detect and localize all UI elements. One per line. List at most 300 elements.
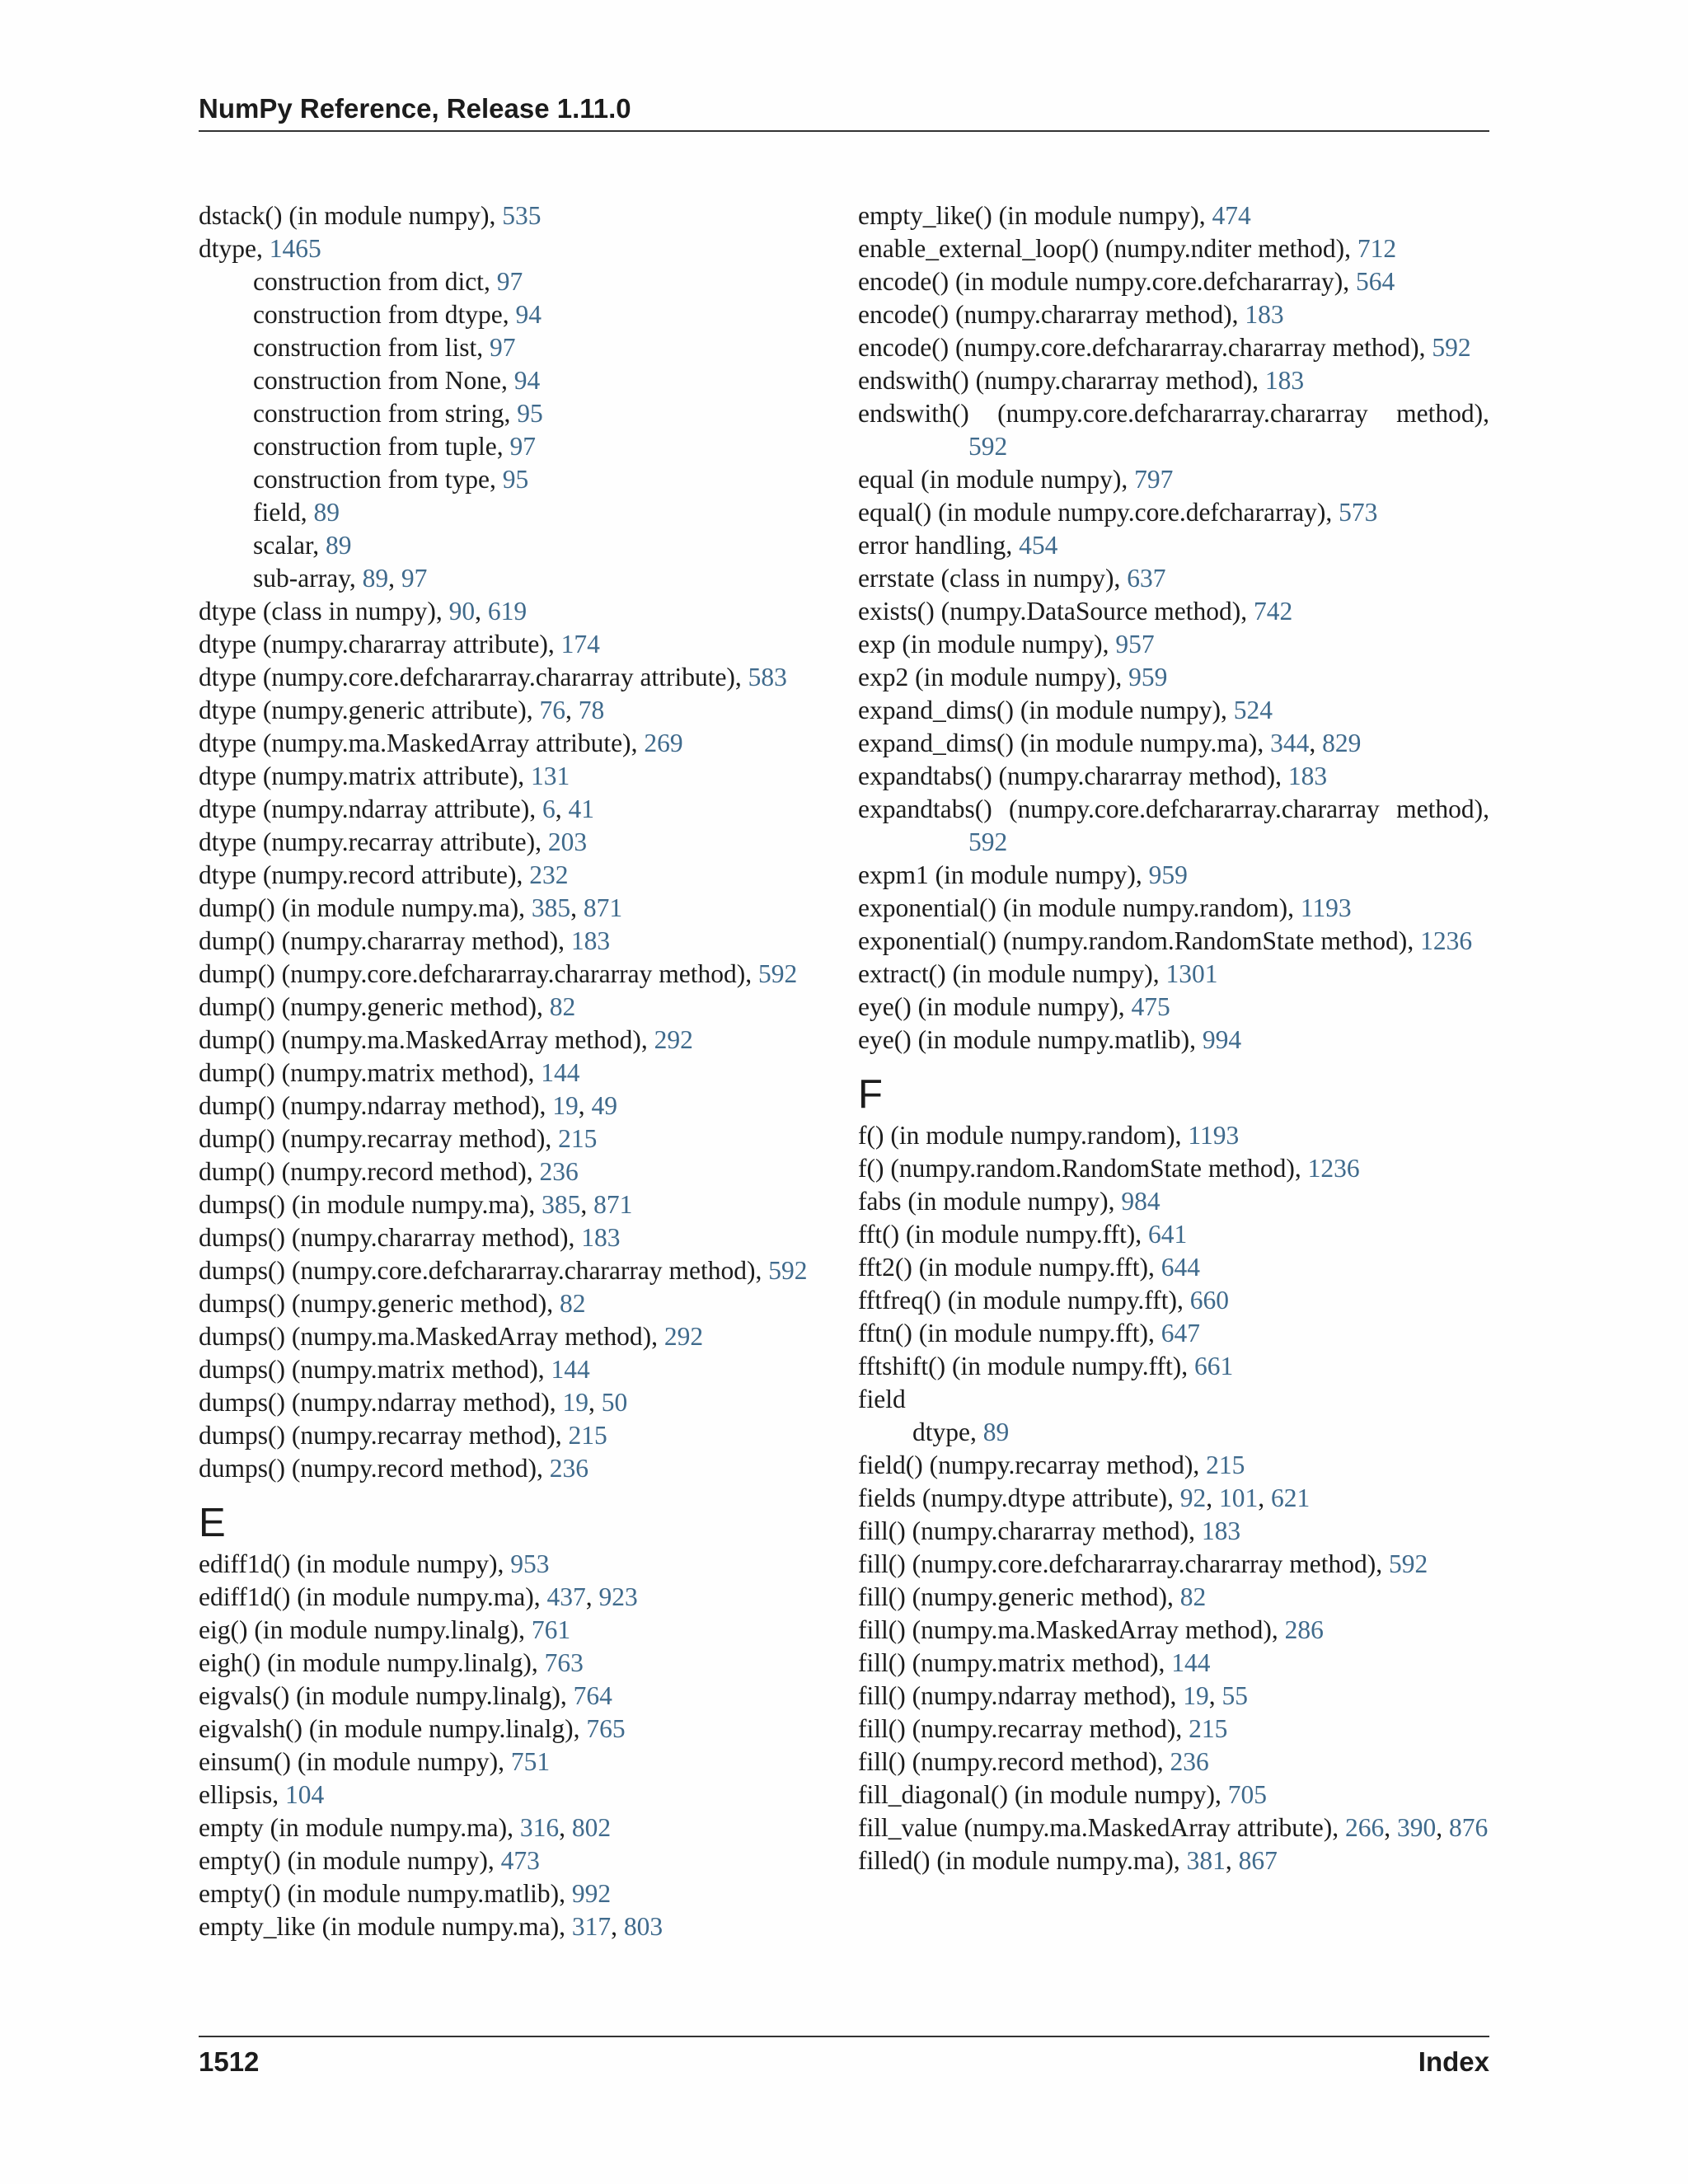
page-link[interactable]: 644 bbox=[1160, 1253, 1200, 1282]
index-entry-dtype-numpy-chararray-attribute: dtype (numpy.chararray attribute), 174 bbox=[199, 630, 600, 658]
page-link[interactable]: 55 bbox=[1221, 1681, 1248, 1710]
page-link[interactable]: 215 bbox=[1189, 1714, 1228, 1743]
page-link[interactable]: 144 bbox=[1171, 1648, 1211, 1677]
page-link[interactable]: 95 bbox=[517, 399, 543, 428]
index-term: eye() (in module numpy) bbox=[858, 992, 1118, 1021]
index-entry-ediff1d-in-module-numpy: ediff1d() (in module numpy), 953 bbox=[199, 1549, 550, 1578]
page-link[interactable]: 97 bbox=[509, 432, 536, 461]
index-term: dumps() (numpy.matrix method) bbox=[199, 1355, 538, 1384]
page-link[interactable]: 316 bbox=[519, 1813, 560, 1842]
index-term: dtype (numpy.chararray attribute) bbox=[199, 630, 548, 658]
index-entry-exists-numpy-datasource-method: exists() (numpy.DataSource method), 742 bbox=[858, 597, 1293, 626]
page-link[interactable]: 89 bbox=[362, 564, 389, 593]
index-term: exponential() (numpy.random.RandomState method) bbox=[858, 926, 1408, 955]
page-link[interactable]: 131 bbox=[530, 762, 570, 790]
index-term: ediff1d() (in module numpy.ma) bbox=[199, 1582, 534, 1611]
index-subentry-construction-from-string: construction from string, 95 bbox=[253, 399, 543, 428]
page-link[interactable]: 621 bbox=[1271, 1483, 1311, 1512]
index-entry-empty-in-module-numpy-ma: empty (in module numpy.ma), 316, 802 bbox=[199, 1813, 612, 1842]
index-entry-fill-numpy-ma-maskedarray-method: fill() (numpy.ma.MaskedArray method), 286 bbox=[858, 1615, 1324, 1644]
index-entry-dumps-numpy-ma-maskedarray-method: dumps() (numpy.ma.MaskedArray method), 292 bbox=[199, 1322, 704, 1351]
index-term: dumps() (numpy.generic method) bbox=[199, 1289, 547, 1318]
page-link[interactable]: 867 bbox=[1238, 1846, 1278, 1875]
index-term: expand_dims() (in module numpy) bbox=[858, 696, 1221, 724]
page-link[interactable]: 19 bbox=[552, 1091, 579, 1120]
index-entry-f-in-module-numpy-random: f() (in module numpy.random), 1193 bbox=[858, 1121, 1240, 1150]
index-term: construction from type bbox=[253, 465, 490, 494]
index-term: fill() (numpy.core.defchararray.chararray method) bbox=[858, 1549, 1376, 1578]
index-term: exp2 (in module numpy) bbox=[858, 663, 1116, 691]
page-link[interactable]: 959 bbox=[1148, 860, 1188, 889]
index-term: eig() (in module numpy.linalg) bbox=[199, 1615, 519, 1644]
index-term: fft() (in module numpy.fft) bbox=[858, 1220, 1136, 1249]
page-link[interactable]: 661 bbox=[1193, 1352, 1234, 1380]
index-term: fill() (numpy.chararray method) bbox=[858, 1516, 1189, 1545]
page-link[interactable]: 41 bbox=[568, 794, 594, 823]
page-link[interactable]: 957 bbox=[1115, 630, 1155, 658]
index-term: fill() (numpy.ndarray method) bbox=[858, 1681, 1170, 1710]
index-entry-fill-numpy-ndarray-method: fill() (numpy.ndarray method), 19, 55 bbox=[858, 1681, 1248, 1710]
index-entry-dump-numpy-matrix-method: dump() (numpy.matrix method), 144 bbox=[199, 1058, 580, 1087]
index-term: fill() (numpy.ma.MaskedArray method) bbox=[858, 1615, 1272, 1644]
index-term: dtype (numpy.ma.MaskedArray attribute) bbox=[199, 729, 631, 757]
index-term: dump() (numpy.ma.MaskedArray method) bbox=[199, 1025, 641, 1054]
index-term: f() (numpy.random.RandomState method) bbox=[858, 1154, 1295, 1183]
page-link[interactable]: 49 bbox=[591, 1091, 617, 1120]
page-link[interactable]: 381 bbox=[1186, 1846, 1226, 1875]
page-link[interactable]: 829 bbox=[1322, 729, 1362, 757]
page-link[interactable]: 94 bbox=[513, 366, 541, 395]
page-link[interactable]: 89 bbox=[982, 1418, 1010, 1446]
index-entry-f-numpy-random-randomstate-method: f() (numpy.random.RandomState method), 1236 bbox=[858, 1154, 1360, 1183]
page-link[interactable]: 385 bbox=[542, 1190, 581, 1219]
index-entry-fill-numpy-core-defchararray-chararray-method: fill() (numpy.core.defchararray.chararray method), 592 bbox=[858, 1549, 1428, 1578]
index-term: dtype (numpy.ndarray attribute) bbox=[199, 794, 530, 823]
index-term: filled() (in module numpy.ma) bbox=[858, 1846, 1174, 1875]
index-term: construction from string bbox=[253, 399, 504, 428]
index-term: sub-array bbox=[253, 564, 349, 593]
index-entry-dtype-class-in-numpy: dtype (class in numpy), 90, 619 bbox=[199, 597, 528, 626]
index-term: dumps() (numpy.recarray method) bbox=[199, 1421, 556, 1450]
index-term: dtype bbox=[199, 234, 256, 263]
index-subentry-construction-from-none: construction from None, 94 bbox=[253, 366, 541, 395]
page-link[interactable]: 475 bbox=[1131, 992, 1170, 1021]
page-link[interactable]: 97 bbox=[401, 564, 428, 593]
index-term: endswith() (numpy.core.defchararray.chararray method) bbox=[858, 399, 1484, 428]
index-term: dump() (numpy.recarray method) bbox=[199, 1124, 546, 1153]
index-entry-field bbox=[858, 1383, 1489, 1416]
index-entry-dtype-numpy-record-attribute: dtype (numpy.record attribute), 232 bbox=[199, 860, 569, 889]
index-entry-enable-external-loop-numpy-nditer-method: enable_external_loop() (numpy.nditer method), 712 bbox=[858, 234, 1397, 263]
index-term: eigh() (in module numpy.linalg) bbox=[199, 1648, 532, 1677]
index-entry-fill-numpy-record-method: fill() (numpy.record method), 236 bbox=[858, 1747, 1209, 1776]
index-term: empty_like (in module numpy.ma) bbox=[199, 1912, 560, 1941]
page-link[interactable]: 183 bbox=[581, 1223, 621, 1252]
index-term: dumps() (numpy.record method) bbox=[199, 1454, 537, 1483]
page-link[interactable]: 535 bbox=[502, 201, 542, 230]
page-link[interactable]: 474 bbox=[1212, 201, 1251, 230]
page-link[interactable]: 454 bbox=[1019, 531, 1058, 560]
index-term: dumps() (numpy.ma.MaskedArray method) bbox=[199, 1322, 652, 1351]
page-link[interactable]: 1465 bbox=[269, 234, 321, 263]
index-term: fftshift() (in module numpy.fft) bbox=[858, 1352, 1182, 1380]
page-link[interactable]: 292 bbox=[654, 1025, 693, 1054]
index-entry-dump-numpy-chararray-method: dump() (numpy.chararray method), 183 bbox=[199, 926, 611, 955]
index-subentry-sub-array: sub-array, 89, 97 bbox=[253, 564, 428, 593]
page-link[interactable]: 751 bbox=[510, 1747, 551, 1776]
index-term: construction from tuple bbox=[253, 432, 497, 461]
index-term: field() (numpy.recarray method) bbox=[858, 1451, 1193, 1479]
index-term: dstack() (in module numpy) bbox=[199, 201, 490, 230]
index-term: dtype (numpy.matrix attribute) bbox=[199, 762, 518, 790]
index-entry-dtype-numpy-matrix-attribute: dtype (numpy.matrix attribute), 131 bbox=[199, 762, 570, 790]
index-entry-empty-in-module-numpy: empty() (in module numpy), 473 bbox=[199, 1846, 540, 1875]
index-entry-empty-like-in-module-numpy: empty_like() (in module numpy), 474 bbox=[858, 201, 1251, 230]
index-term: dtype bbox=[912, 1418, 970, 1446]
page-link[interactable]: 994 bbox=[1202, 1025, 1242, 1054]
index-entry-error-handling: error handling, 454 bbox=[858, 531, 1058, 560]
page-link[interactable]: 286 bbox=[1284, 1615, 1324, 1644]
index-term: exponential() (in module numpy.random) bbox=[858, 893, 1288, 922]
index-term: dump() (numpy.matrix method) bbox=[199, 1058, 528, 1087]
page-link[interactable]: 871 bbox=[583, 893, 623, 922]
page-link[interactable]: 803 bbox=[623, 1912, 663, 1941]
index-entry-dump-numpy-ndarray-method: dump() (numpy.ndarray method), 19, 49 bbox=[199, 1091, 617, 1120]
index-entry-fabs-in-module-numpy: fabs (in module numpy), 984 bbox=[858, 1187, 1160, 1216]
index-entry-equal-in-module-numpy-core-defchararray: equal() (in module numpy.core.defchararray), 573 bbox=[858, 498, 1378, 527]
index-entry-ellipsis: ellipsis, 104 bbox=[199, 1780, 325, 1809]
index-term: eigvals() (in module numpy.linalg) bbox=[199, 1681, 560, 1710]
index-term: field bbox=[253, 498, 301, 527]
page-link[interactable]: 76 bbox=[539, 696, 565, 724]
index-entry-encode-numpy-chararray-method: encode() (numpy.chararray method), 183 bbox=[858, 300, 1284, 329]
page-link[interactable]: 385 bbox=[531, 893, 571, 922]
index-entry-exp2-in-module-numpy: exp2 (in module numpy), 959 bbox=[858, 663, 1168, 691]
page-link[interactable]: 742 bbox=[1253, 597, 1293, 626]
page-link[interactable]: 215 bbox=[568, 1421, 607, 1450]
page-link[interactable]: 269 bbox=[644, 729, 683, 757]
page-link[interactable]: 183 bbox=[1287, 762, 1328, 790]
page-link[interactable]: 712 bbox=[1357, 234, 1397, 263]
index-term: dtype (numpy.core.defchararray.chararray attribute) bbox=[199, 663, 735, 691]
page-link[interactable]: 144 bbox=[551, 1355, 590, 1384]
index-entry-dump-numpy-recarray-method: dump() (numpy.recarray method), 215 bbox=[199, 1124, 598, 1153]
page-link[interactable]: 215 bbox=[1206, 1451, 1245, 1479]
page-link[interactable]: 619 bbox=[487, 597, 528, 626]
index-subentry-construction-from-dict: construction from dict, 97 bbox=[253, 267, 523, 296]
page-link[interactable]: 764 bbox=[573, 1681, 612, 1710]
index-term: equal() (in module numpy.core.defchararray) bbox=[858, 498, 1326, 527]
page-link[interactable]: 959 bbox=[1128, 663, 1168, 691]
index-entry-encode-in-module-numpy-core-defchararray: encode() (in module numpy.core.defchararray), 564 bbox=[858, 267, 1395, 296]
page-link[interactable]: 95 bbox=[502, 465, 529, 494]
page-link[interactable]: 82 bbox=[559, 1289, 586, 1318]
index-entry-fill-numpy-matrix-method: fill() (numpy.matrix method), 144 bbox=[858, 1648, 1211, 1677]
page-link[interactable]: 761 bbox=[531, 1615, 571, 1644]
index-term: empty() (in module numpy) bbox=[199, 1846, 488, 1875]
index-entry-dumps-numpy-record-method: dumps() (numpy.record method), 236 bbox=[199, 1454, 588, 1483]
page-link[interactable]: 174 bbox=[560, 630, 600, 658]
index-term: fields (numpy.dtype attribute) bbox=[858, 1483, 1167, 1512]
page-link[interactable]: 183 bbox=[1201, 1516, 1241, 1545]
index-term: equal (in module numpy) bbox=[858, 465, 1122, 494]
page-link[interactable]: 524 bbox=[1233, 696, 1273, 724]
index-term: field bbox=[858, 1385, 906, 1413]
index-term: exp (in module numpy) bbox=[858, 630, 1103, 658]
page-link[interactable]: 984 bbox=[1121, 1187, 1160, 1216]
index-term: dump() (in module numpy.ma) bbox=[199, 893, 519, 922]
index-term: dtype (numpy.record attribute) bbox=[199, 860, 517, 889]
page-link[interactable]: 1236 bbox=[1420, 926, 1473, 955]
index-entry-dump-numpy-ma-maskedarray-method: dump() (numpy.ma.MaskedArray method), 292 bbox=[199, 1025, 693, 1054]
index-entry-dumps-numpy-core-defchararray-chararray-method: dumps() (numpy.core.defchararray.chararray method), 592 bbox=[199, 1256, 808, 1285]
page-link[interactable]: 1193 bbox=[1188, 1121, 1240, 1150]
index-term: ellipsis bbox=[199, 1780, 273, 1809]
page-link[interactable]: 876 bbox=[1449, 1813, 1489, 1842]
page-link[interactable]: 992 bbox=[571, 1879, 612, 1908]
index-entry-empty-like-in-module-numpy-ma: empty_like (in module numpy.ma), 317, 803 bbox=[199, 1912, 663, 1941]
index-entry-endswith-numpy-chararray-method: endswith() (numpy.chararray method), 183 bbox=[858, 366, 1305, 395]
index-subentry-scalar: scalar, 89 bbox=[253, 531, 352, 560]
page-link[interactable]: 437 bbox=[546, 1582, 586, 1611]
page-link[interactable]: 236 bbox=[539, 1157, 579, 1186]
page-link[interactable]: 797 bbox=[1134, 465, 1174, 494]
page-link[interactable]: 89 bbox=[313, 498, 340, 527]
page-link[interactable]: 215 bbox=[558, 1124, 598, 1153]
index-column-left bbox=[199, 199, 830, 1943]
index-entry-fields-numpy-dtype-attribute: fields (numpy.dtype attribute), 92, 101, 621 bbox=[858, 1483, 1311, 1512]
index-term: encode() (in module numpy.core.defchararray) bbox=[858, 267, 1343, 296]
index-entry-expand-dims-in-module-numpy-ma: expand_dims() (in module numpy.ma), 344, 829 bbox=[858, 729, 1362, 757]
index-term: construction from dict bbox=[253, 267, 484, 296]
index-entry-exponential-numpy-random-randomstate-method: exponential() (numpy.random.RandomState method), 1236 bbox=[858, 926, 1473, 955]
index-term: dump() (numpy.record method) bbox=[199, 1157, 527, 1186]
index-term: expandtabs() (numpy.chararray method) bbox=[858, 762, 1276, 790]
index-subentry-construction-from-type: construction from type, 95 bbox=[253, 465, 529, 494]
page-link[interactable]: 802 bbox=[571, 1813, 612, 1842]
index-term: fill_value (numpy.ma.MaskedArray attribute) bbox=[858, 1813, 1333, 1842]
index-entry-dtype-numpy-recarray-attribute: dtype (numpy.recarray attribute), 203 bbox=[199, 827, 588, 856]
page-link[interactable]: 1301 bbox=[1165, 959, 1218, 988]
index-term: empty (in module numpy.ma) bbox=[199, 1813, 508, 1842]
index-term: fftfreq() (in module numpy.fft) bbox=[858, 1286, 1177, 1315]
index-term: construction from None bbox=[253, 366, 501, 395]
index-entry-field-numpy-recarray-method: field() (numpy.recarray method), 215 bbox=[858, 1451, 1245, 1479]
index-entry-eye-in-module-numpy: eye() (in module numpy), 475 bbox=[858, 992, 1170, 1021]
index-entry-dtype-numpy-core-defchararray-chararray-attribute: dtype (numpy.core.defchararray.chararray attribute), 583 bbox=[199, 663, 787, 691]
page-link[interactable]: 923 bbox=[598, 1582, 638, 1611]
index-term: enable_external_loop() (numpy.nditer method) bbox=[858, 234, 1345, 263]
index-subentry-construction-from-dtype: construction from dtype, 94 bbox=[253, 300, 542, 329]
index-term: eye() (in module numpy.matlib) bbox=[858, 1025, 1190, 1054]
page-link[interactable]: 953 bbox=[510, 1549, 550, 1578]
page-link[interactable]: 104 bbox=[285, 1780, 325, 1809]
page-link[interactable]: 183 bbox=[1245, 300, 1284, 329]
index-entry-equal-in-module-numpy: equal (in module numpy), 797 bbox=[858, 465, 1174, 494]
page-link[interactable]: 89 bbox=[325, 531, 352, 560]
index-term: dtype (numpy.recarray attribute) bbox=[199, 827, 536, 856]
index-entry-expand-dims-in-module-numpy: expand_dims() (in module numpy), 524 bbox=[858, 696, 1273, 724]
index-entry-fill-value-numpy-ma-maskedarray-attribute: fill_value (numpy.ma.MaskedArray attribute), 266, 390, 876 bbox=[858, 1813, 1489, 1842]
page-link[interactable]: 183 bbox=[1264, 366, 1305, 395]
index-entry-extract-in-module-numpy: extract() (in module numpy), 1301 bbox=[858, 959, 1218, 988]
index-entry-expandtabs-numpy-core-defchararray-chararray-method: expandtabs() (numpy.core.defchararray.chararray method), 592 bbox=[858, 794, 1489, 856]
index-term: empty() (in module numpy.matlib) bbox=[199, 1879, 560, 1908]
index-term: fftn() (in module numpy.fft) bbox=[858, 1319, 1148, 1347]
page-link[interactable]: 647 bbox=[1160, 1319, 1200, 1347]
page-link[interactable]: 1193 bbox=[1300, 893, 1352, 922]
page-link[interactable]: 236 bbox=[1170, 1747, 1209, 1776]
index-entry-dumps-numpy-ndarray-method: dumps() (numpy.ndarray method), 19, 50 bbox=[199, 1388, 628, 1417]
index-term: exists() (numpy.DataSource method) bbox=[858, 597, 1241, 626]
index-term: empty_like() (in module numpy) bbox=[858, 201, 1199, 230]
page-link[interactable]: 82 bbox=[549, 992, 576, 1021]
index-term: dtype (class in numpy) bbox=[199, 597, 436, 626]
index-term: dumps() (numpy.core.defchararray.chararray method) bbox=[199, 1256, 756, 1285]
page-link[interactable]: 292 bbox=[663, 1322, 704, 1351]
index-term: expandtabs() (numpy.core.defchararray.chararray method) bbox=[858, 794, 1484, 823]
index-entry-dumps-numpy-matrix-method: dumps() (numpy.matrix method), 144 bbox=[199, 1355, 590, 1384]
index-entry-endswith-numpy-core-defchararray-chararray-method: endswith() (numpy.core.defchararray.chararray method), 592 bbox=[858, 399, 1489, 461]
index-entry-dump-in-module-numpy-ma: dump() (in module numpy.ma), 385, 871 bbox=[199, 893, 623, 922]
page-link[interactable]: 592 bbox=[768, 1256, 808, 1285]
index-term: expm1 (in module numpy) bbox=[858, 860, 1136, 889]
index-term: dump() (numpy.chararray method) bbox=[199, 926, 559, 955]
index-term: ediff1d() (in module numpy) bbox=[199, 1549, 498, 1578]
index-entry-fill-numpy-chararray-method: fill() (numpy.chararray method), 183 bbox=[858, 1516, 1241, 1545]
index-entry-empty-in-module-numpy-matlib: empty() (in module numpy.matlib), 992 bbox=[199, 1879, 612, 1908]
page-link[interactable]: 871 bbox=[593, 1190, 633, 1219]
index-entry-dumps-numpy-generic-method: dumps() (numpy.generic method), 82 bbox=[199, 1289, 586, 1318]
page-link[interactable]: 583 bbox=[748, 663, 787, 691]
index-entry-eigh-in-module-numpy-linalg: eigh() (in module numpy.linalg), 763 bbox=[199, 1648, 584, 1677]
page-link[interactable]: 573 bbox=[1339, 498, 1378, 527]
index-entry-encode-numpy-core-defchararray-chararray-method: encode() (numpy.core.defchararray.chararray method), 592 bbox=[858, 333, 1471, 362]
page-link[interactable]: 592 bbox=[757, 959, 798, 988]
index-term: einsum() (in module numpy) bbox=[199, 1747, 499, 1776]
index-term: error handling bbox=[858, 531, 1006, 560]
index-entry-dumps-in-module-numpy-ma: dumps() (in module numpy.ma), 385, 871 bbox=[199, 1190, 633, 1219]
index-term: fill() (numpy.generic method) bbox=[858, 1582, 1167, 1611]
index-entry-fftshift-in-module-numpy-fft: fftshift() (in module numpy.fft), 661 bbox=[858, 1352, 1234, 1380]
index-letter-heading-f: F bbox=[858, 1072, 883, 1117]
index-entry-dumps-numpy-recarray-method: dumps() (numpy.recarray method), 215 bbox=[199, 1421, 607, 1450]
index-entry-filled-in-module-numpy-ma: filled() (in module numpy.ma), 381, 867 bbox=[858, 1846, 1278, 1875]
page-link[interactable]: 592 bbox=[968, 827, 1008, 856]
index-entry-fft2-in-module-numpy-fft: fft2() (in module numpy.fft), 644 bbox=[858, 1253, 1200, 1282]
index-entry-fftfreq-in-module-numpy-fft: fftfreq() (in module numpy.fft), 660 bbox=[858, 1286, 1229, 1315]
page-link[interactable]: 705 bbox=[1227, 1780, 1268, 1809]
page-link[interactable]: 144 bbox=[541, 1058, 580, 1087]
index-entry-dump-numpy-core-defchararray-chararray-method: dump() (numpy.core.defchararray.chararray method), 592 bbox=[199, 959, 798, 988]
page-link[interactable]: 78 bbox=[578, 696, 605, 724]
index-term: f() (in module numpy.random) bbox=[858, 1121, 1175, 1150]
page-link[interactable]: 592 bbox=[1432, 333, 1471, 362]
index-term: dump() (numpy.generic method) bbox=[199, 992, 537, 1021]
index-entry-eig-in-module-numpy-linalg: eig() (in module numpy.linalg), 761 bbox=[199, 1615, 571, 1644]
page-link[interactable]: 94 bbox=[515, 300, 542, 329]
index-entry-dump-numpy-record-method: dump() (numpy.record method), 236 bbox=[199, 1157, 579, 1186]
index-term: scalar bbox=[253, 531, 313, 560]
index-entry-fftn-in-module-numpy-fft: fftn() (in module numpy.fft), 647 bbox=[858, 1319, 1200, 1347]
page-link[interactable]: 183 bbox=[570, 926, 611, 955]
page-link[interactable]: 765 bbox=[586, 1714, 626, 1743]
index-term: dtype (numpy.generic attribute) bbox=[199, 696, 527, 724]
index-entry-dumps-numpy-chararray-method: dumps() (numpy.chararray method), 183 bbox=[199, 1223, 621, 1252]
page-link[interactable]: 592 bbox=[968, 432, 1008, 461]
index-term: fft2() (in module numpy.fft) bbox=[858, 1253, 1148, 1282]
index-term: dump() (numpy.core.defchararray.chararray method) bbox=[199, 959, 746, 988]
page-link[interactable]: 1236 bbox=[1307, 1154, 1360, 1183]
page-link[interactable]: 641 bbox=[1147, 1220, 1188, 1249]
index-term: dumps() (numpy.ndarray method) bbox=[199, 1388, 550, 1417]
page-number: 1512 bbox=[199, 2046, 260, 2077]
index-entry-dtype-numpy-generic-attribute: dtype (numpy.generic attribute), 76, 78 bbox=[199, 696, 605, 724]
page-link[interactable]: 92 bbox=[1179, 1483, 1207, 1512]
page-link[interactable]: 90 bbox=[448, 597, 476, 626]
index-subentry-dtype: dtype, 89 bbox=[912, 1418, 1010, 1446]
index-term: errstate (class in numpy) bbox=[858, 564, 1114, 593]
index-entry-ediff1d-in-module-numpy-ma: ediff1d() (in module numpy.ma), 437, 923 bbox=[199, 1582, 638, 1611]
index-entry-dtype: dtype, 1465 bbox=[199, 234, 321, 263]
index-term: fill_diagonal() (in module numpy) bbox=[858, 1780, 1216, 1809]
index-term: fill() (numpy.record method) bbox=[858, 1747, 1157, 1776]
index-entry-fill-numpy-recarray-method: fill() (numpy.recarray method), 215 bbox=[858, 1714, 1228, 1743]
index-entry-expandtabs-numpy-chararray-method: expandtabs() (numpy.chararray method), 183 bbox=[858, 762, 1328, 790]
index-entry-exponential-in-module-numpy-random: exponential() (in module numpy.random), 1193 bbox=[858, 893, 1352, 922]
page-link[interactable]: 19 bbox=[1183, 1681, 1209, 1710]
index-term: fill() (numpy.recarray method) bbox=[858, 1714, 1176, 1743]
page-link[interactable]: 97 bbox=[489, 333, 516, 362]
running-header bbox=[199, 92, 1489, 132]
index-term: fill() (numpy.matrix method) bbox=[858, 1648, 1159, 1677]
index-term: dumps() (numpy.chararray method) bbox=[199, 1223, 569, 1252]
index-term: encode() (numpy.core.defchararray.chararray method) bbox=[858, 333, 1419, 362]
page-link[interactable]: 763 bbox=[544, 1648, 584, 1677]
index-entry-errstate-class-in-numpy: errstate (class in numpy), 637 bbox=[858, 564, 1166, 593]
index-entry-eigvals-in-module-numpy-linalg: eigvals() (in module numpy.linalg), 764 bbox=[199, 1681, 612, 1710]
page-link[interactable]: 101 bbox=[1219, 1483, 1259, 1512]
page-link[interactable]: 390 bbox=[1397, 1813, 1437, 1842]
page-link[interactable]: 6 bbox=[542, 794, 556, 823]
page-link[interactable]: 82 bbox=[1179, 1582, 1207, 1611]
page-link[interactable]: 19 bbox=[562, 1388, 588, 1417]
index-entry-eigvalsh-in-module-numpy-linalg: eigvalsh() (in module numpy.linalg), 765 bbox=[199, 1714, 626, 1743]
page-link[interactable]: 317 bbox=[571, 1912, 612, 1941]
page-link[interactable]: 592 bbox=[1388, 1549, 1428, 1578]
page-link[interactable]: 564 bbox=[1356, 267, 1395, 296]
page-link[interactable]: 266 bbox=[1345, 1813, 1385, 1842]
index-subentry-field: field, 89 bbox=[253, 498, 340, 527]
page-link[interactable]: 236 bbox=[549, 1454, 588, 1483]
page-link[interactable]: 660 bbox=[1189, 1286, 1229, 1315]
page-link[interactable]: 203 bbox=[547, 827, 588, 856]
index-term: dump() (numpy.ndarray method) bbox=[199, 1091, 540, 1120]
page-link[interactable]: 473 bbox=[500, 1846, 540, 1875]
index-entry-dtype-numpy-ma-maskedarray-attribute: dtype (numpy.ma.MaskedArray attribute), 269 bbox=[199, 729, 683, 757]
index-entry-dtype-numpy-ndarray-attribute: dtype (numpy.ndarray attribute), 6, 41 bbox=[199, 794, 594, 823]
page-link[interactable]: 637 bbox=[1127, 564, 1166, 593]
index-entry-expm1-in-module-numpy: expm1 (in module numpy), 959 bbox=[858, 860, 1188, 889]
page-link[interactable]: 344 bbox=[1270, 729, 1310, 757]
section-name: Index bbox=[1418, 2046, 1489, 2077]
index-term: construction from list bbox=[253, 333, 477, 362]
page-link[interactable]: 232 bbox=[529, 860, 569, 889]
page-link[interactable]: 97 bbox=[496, 267, 523, 296]
page-link[interactable]: 50 bbox=[601, 1388, 628, 1417]
index-term: extract() (in module numpy) bbox=[858, 959, 1153, 988]
index-entry-dstack-in-module-numpy: dstack() (in module numpy), 535 bbox=[199, 201, 542, 230]
